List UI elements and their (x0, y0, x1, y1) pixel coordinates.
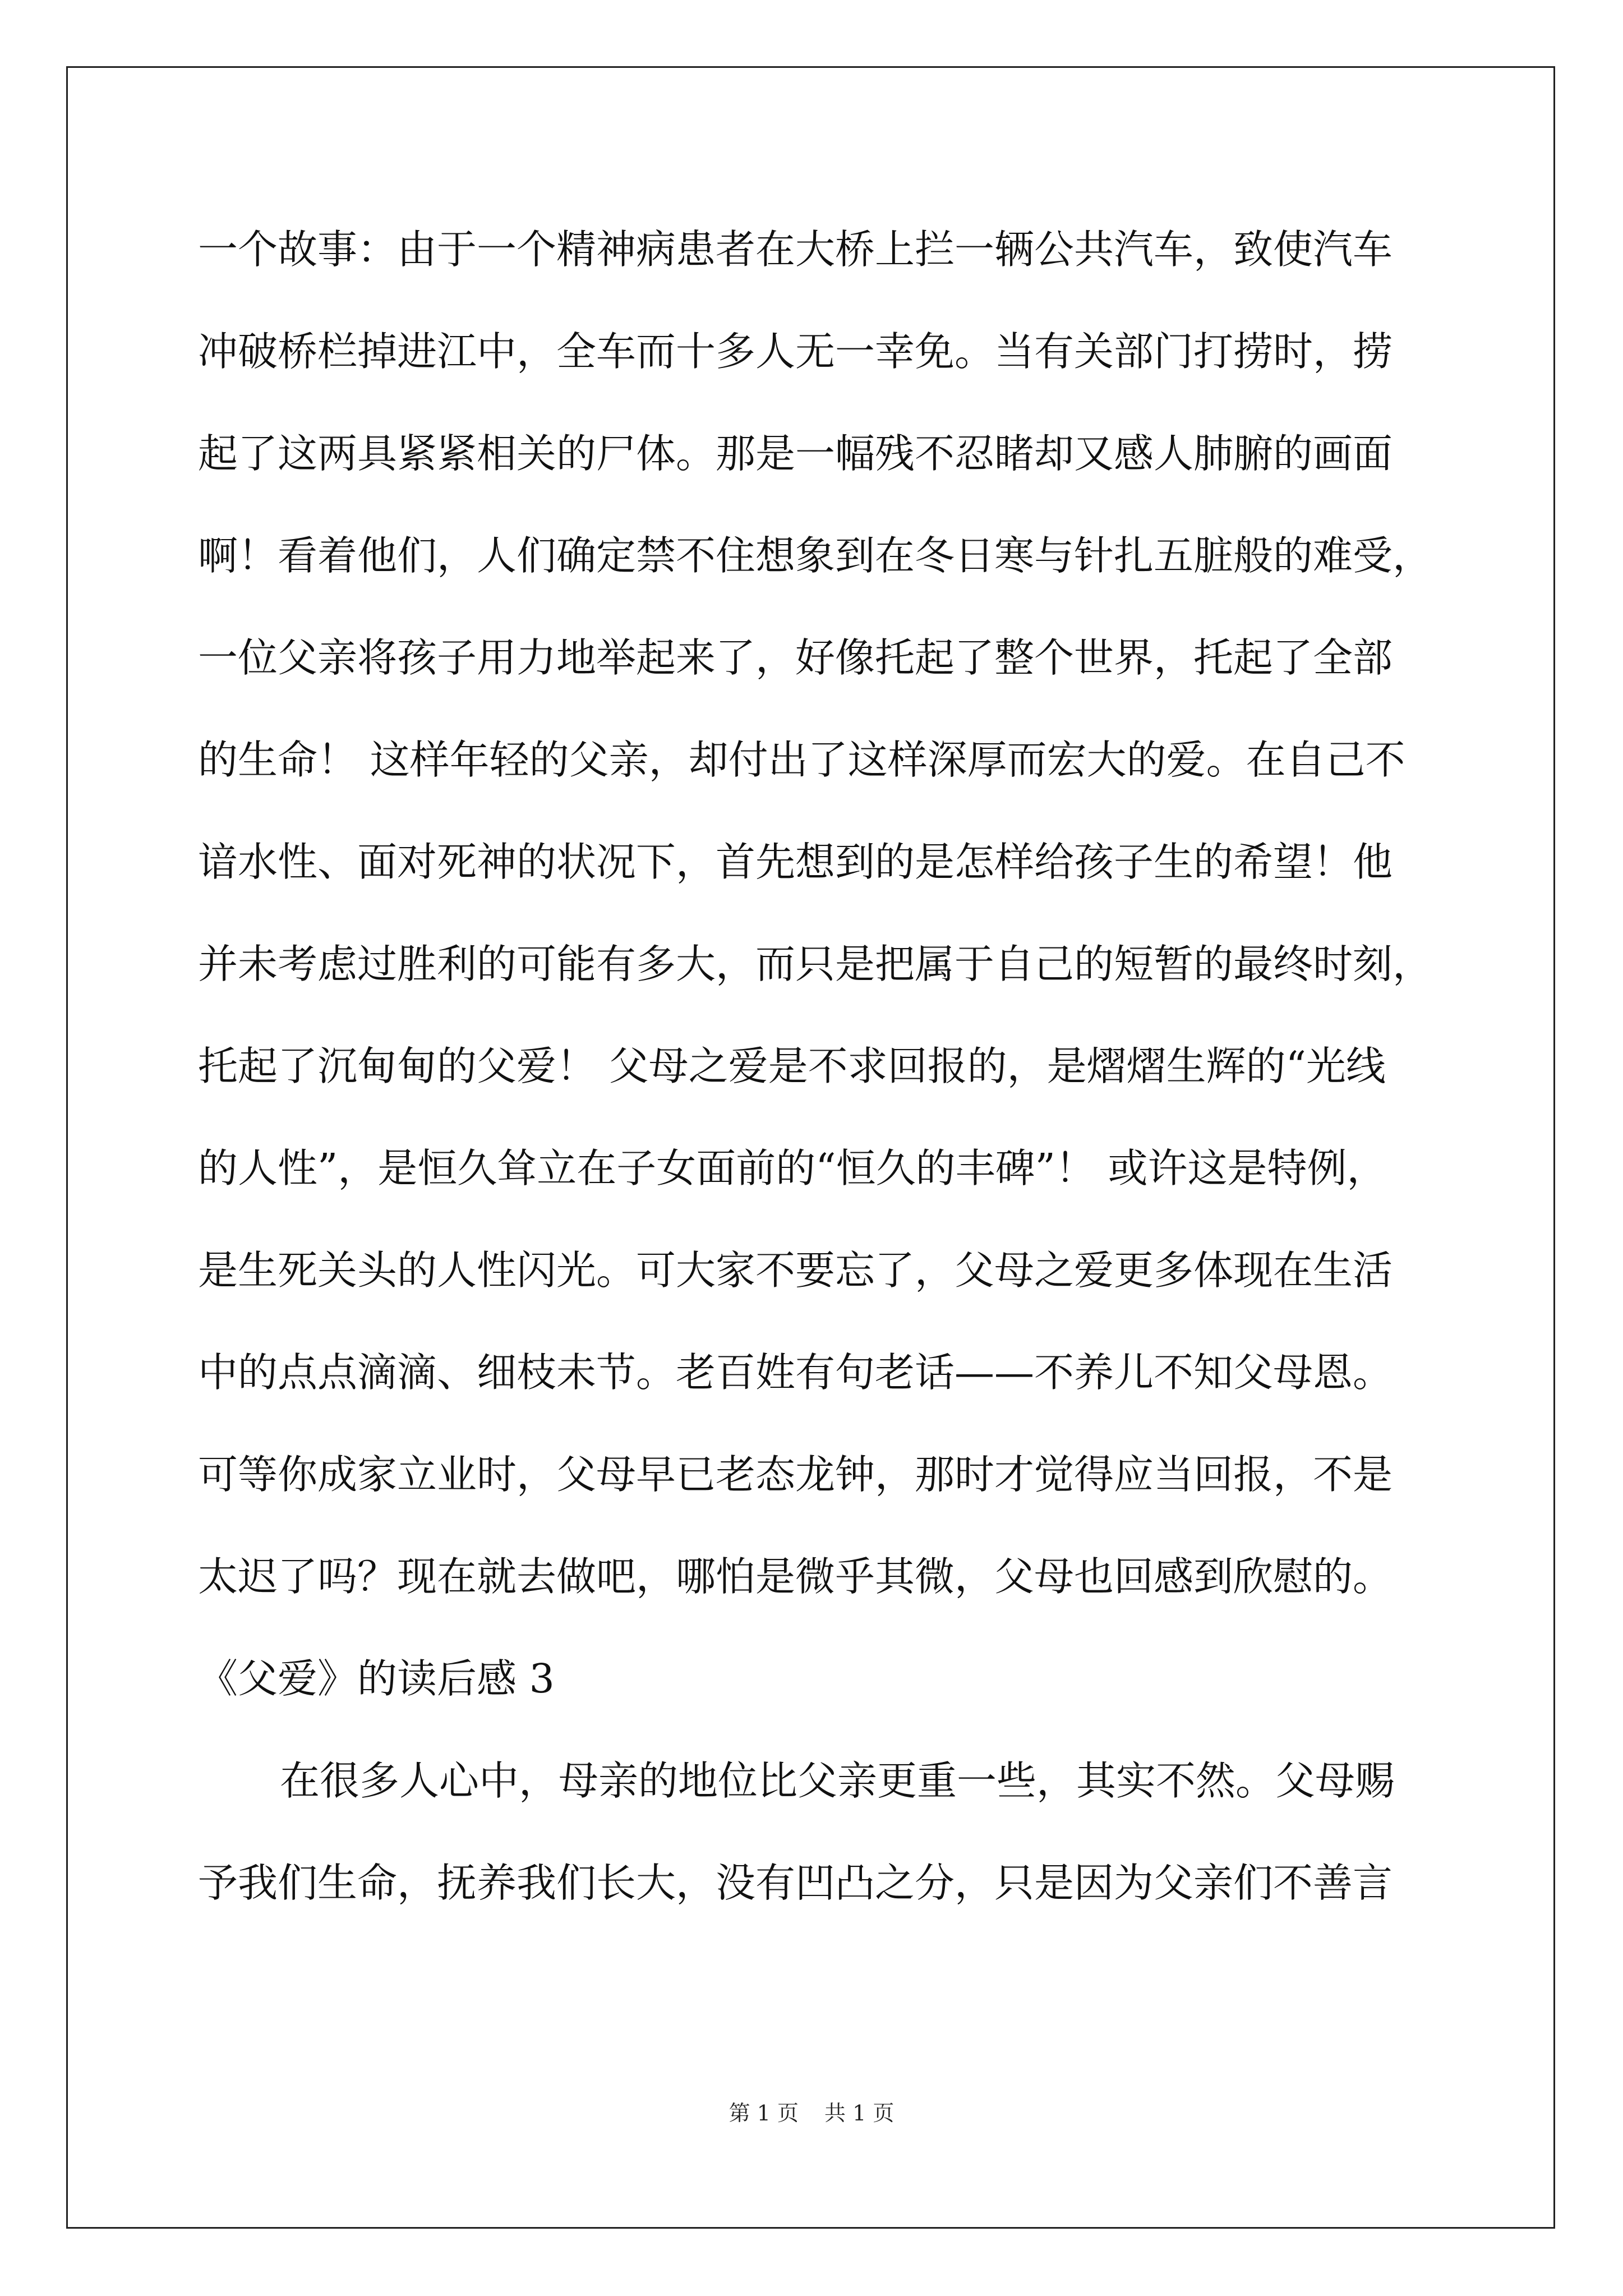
text-line: 并未考虑过胜利的可能有多大，而只是把属于自己的短暂的最终时刻， (198, 941, 1433, 987)
section-heading: 《父爱》的读后感 3 (198, 1655, 555, 1702)
text-line: 谙水性、面对死神的状况下，首先想到的是怎样给孩子生的希望！他 (198, 839, 1393, 885)
page-number: 第 1 页 (728, 2101, 799, 2125)
page-total: 共 1 页 (824, 2101, 895, 2125)
text-line: 中的点点滴滴、细枝未节。老百姓有句老话——不养儿不知父母恩。 (198, 1349, 1393, 1396)
text-line: 太迟了吗？现在就去做吧，哪怕是微乎其微，父母也回感到欣慰的。 (198, 1553, 1393, 1600)
text-line: 托起了沉甸甸的父爱！ 父母之爱是不求回报的，是熠熠生辉的“光线 (198, 1043, 1386, 1089)
page-footer (0, 2099, 1623, 2127)
text-line: 是生死关头的人性闪光。可大家不要忘了，父母之爱更多体现在生活 (198, 1247, 1393, 1294)
text-line: 可等你成家立业时，父母早已老态龙钟，那时才觉得应当回报，不是 (198, 1451, 1393, 1498)
text-line: 在很多人心中，母亲的地位比父亲更重一些，其实不然。父母赐 (280, 1757, 1395, 1804)
text-line: 的生命！ 这样年轻的父亲，却付出了这样深厚而宏大的爱。在自己不 (198, 737, 1405, 783)
text-line: 一位父亲将孩子用力地举起来了，好像托起了整个世界，托起了全部 (198, 634, 1393, 681)
text-line: 一个故事：由于一个精神病患者在大桥上拦一辆公共汽车，致使汽车 (198, 226, 1393, 273)
text-line: 的人性”，是恒久耸立在子女面前的“恒久的丰碑”！ 或许这是特例， (198, 1145, 1387, 1191)
text-line: 啊！看着他们，人们确定禁不住想象到在冬日寒与针扎五脏般的难受， (198, 532, 1433, 579)
document-body (198, 208, 1432, 1943)
text-line: 冲破桥栏掉进江中，全车而十多人无一幸免。当有关部门打捞时，捞 (198, 328, 1393, 375)
text-line: 予我们生命，抚养我们长大，没有凹凸之分，只是因为父亲们不善言 (198, 1860, 1393, 1906)
text-line: 起了这两具紧紧相关的尸体。那是一幅残不忍睹却又感人肺腑的画面 (198, 430, 1393, 477)
